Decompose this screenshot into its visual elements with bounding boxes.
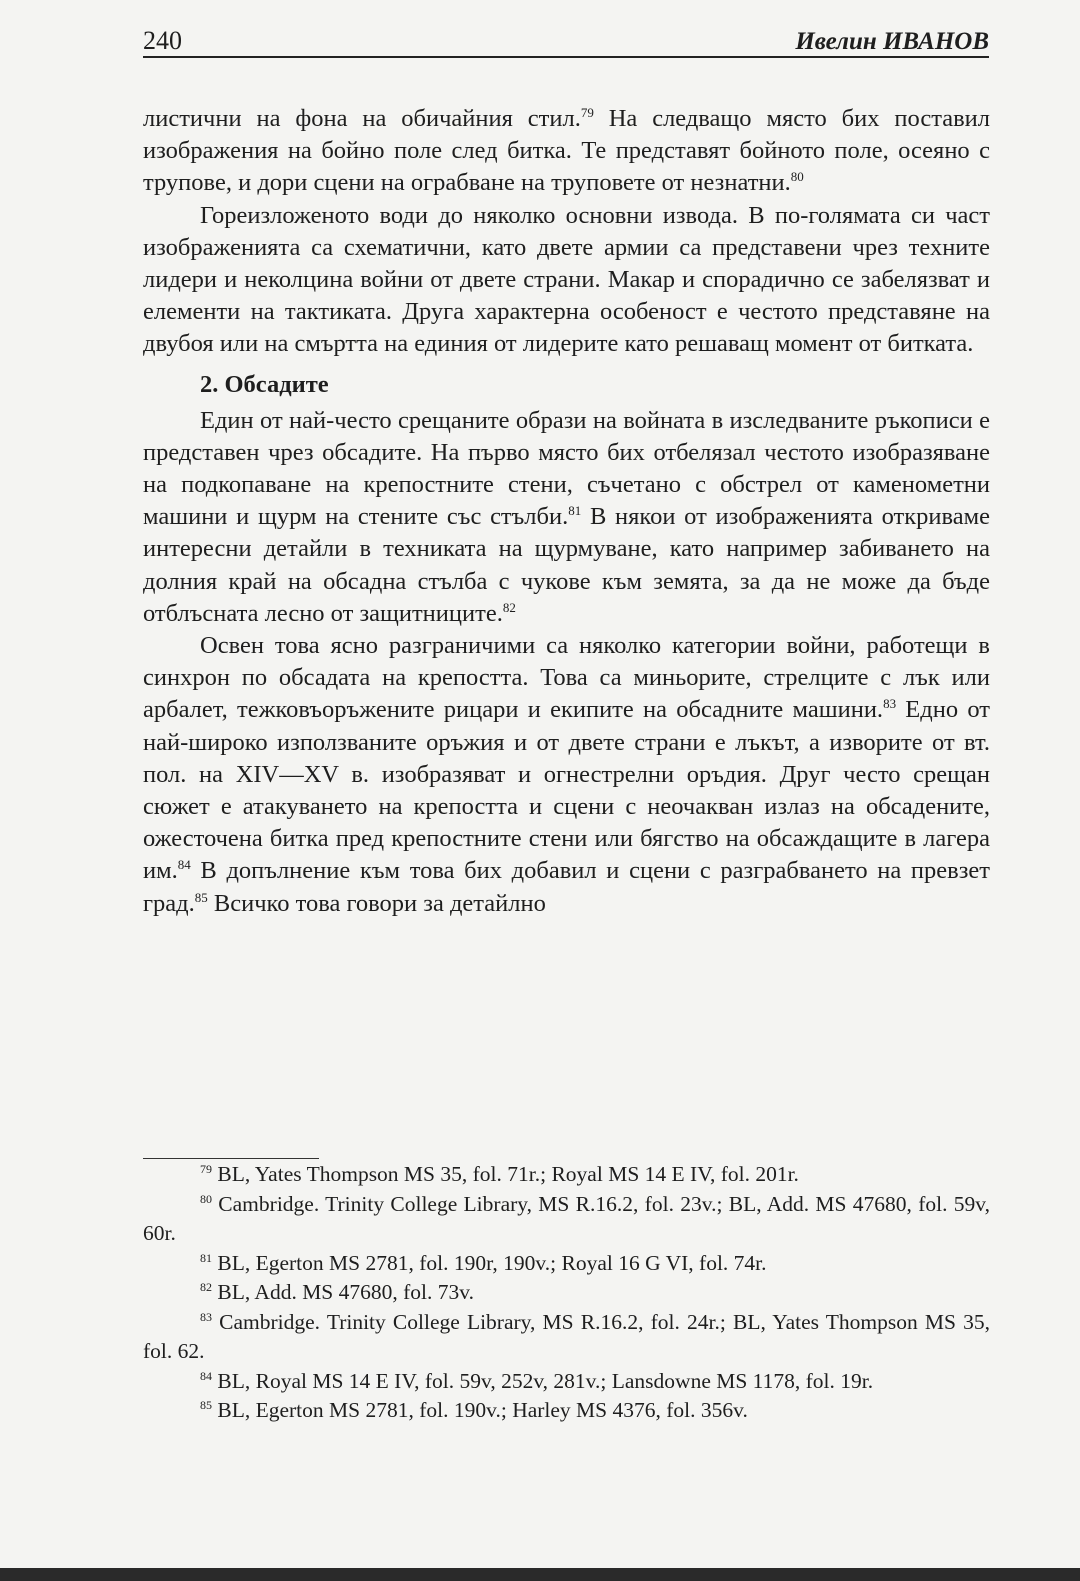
paragraph: Гореизложеното води до няколко основни извода. В по-голямата си част изображенията са схематични, като двете армии са представени чрез техните лидери и неколцина войни от двете страни. Макар и спорадично се забелязват и елементи на тактиката. Друга характерна особеност е честото представяне на двубоя или на смъртта на единия от лидерите като решаващ момент от битката.	[143, 201, 990, 358]
scan-edge	[0, 1568, 1080, 1581]
footnote-ref: 85	[194, 889, 208, 905]
footnote-divider	[143, 1158, 319, 1159]
paragraph: Освен това ясно разграничими са няколко категории войни, работещи в синхрон по обсадата на крепостта. Това са миньорите, стрелците с лък или арбалет, тежковъоръжените рицари и екипите на обсадните машини.$^{83}$ Едно от най-широко използваните оръжия и от двете страни е лъкът, а изворите от вт. пол. на XIV—XV в. изобразяват и огнестрелни оръдия. Друг често срещан сюжет е атакуването на крепостта и сцени с неочакван излаз на обсадените, ожесточена битка пред крепостните стени или бягство на обсаждащите в лагера им.$^{84}$ В допълнение към това бих добавил и сцени с разграбването на превзет град.$^{85}$ Всичко това говори за детайлно	[143, 632, 990, 917]
footnote-ref: 82	[502, 599, 516, 615]
footnote-ref: 79	[580, 104, 594, 120]
paragraph: Един от най-често срещаните образи на войната в изследваните ръкописи е представен чрез обсадите. На първо място бих отбелязал честото изобразяване на подкопаване на крепостните стени, съчетано с обстрел от каменометни машини и щурм на стените със стълби.$^{81}$ В някои от изображенията откриваме интересни детайли в техниката на щурмуване, като например забиването на долния край на обсадна стълба с чукове към земята, за да не може да бъде отблъсната лесно от защитниците.$^{82}$	[143, 406, 991, 627]
running-head-author: Ивелин ИВАНОВ	[795, 28, 989, 55]
footnote-ref: 84	[177, 857, 191, 873]
footnote-ref: 81	[568, 503, 582, 519]
footnote: $^{83}$ Cambridge. Trinity College Library, MS R.16.2, fol. 24r.; BL, Yates Thompson MS 35, fol. 62.	[143, 1309, 990, 1363]
footnote: $^{85}$ BL, Egerton MS 2781, fol. 190v.; Harley MS 4376, fol. 356v.	[200, 1397, 748, 1422]
section-heading: 2. Обсадите	[200, 370, 329, 398]
footnote: $^{80}$ Cambridge. Trinity College Library, MS R.16.2, fol. 23v.; BL, Add. MS 47680, fol. 59v, 60r.	[143, 1191, 990, 1245]
footnote: $^{79}$ BL, Yates Thompson MS 35, fol. 71r.; Royal MS 14 E IV, fol. 201r.	[200, 1161, 799, 1186]
footnotes	[143, 1160, 990, 1426]
footnote: $^{81}$ BL, Egerton MS 2781, fol. 190r, 190v.; Royal 16 G VI, fol. 74r.	[200, 1250, 767, 1275]
running-header	[143, 22, 989, 58]
footnote: $^{82}$ BL, Add. MS 47680, fol. 73v.	[200, 1279, 474, 1304]
main-text	[143, 103, 990, 920]
paragraph: листични на фона на обичайния стил.$^{79}$ На следващо място бих поставил изображения на бойно поле след битка. Те представят бойното поле, осеяно с трупове, и дори сцени на ограбване на труповете от незнатни.$^{80}$	[143, 104, 990, 197]
page-number: 240	[143, 26, 182, 55]
footnote-ref: 83	[883, 696, 897, 712]
footnote: $^{84}$ BL, Royal MS 14 E IV, fol. 59v, 252v, 281v.; Lansdowne MS 1178, fol. 19r.	[200, 1368, 874, 1393]
footnote-ref: 80	[790, 169, 804, 185]
